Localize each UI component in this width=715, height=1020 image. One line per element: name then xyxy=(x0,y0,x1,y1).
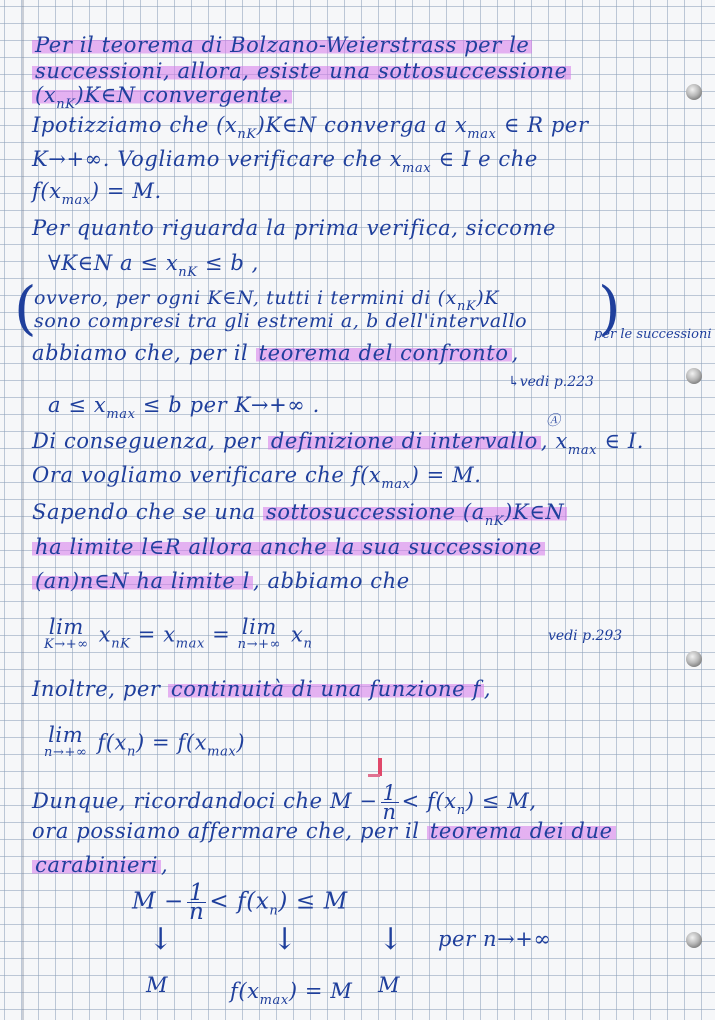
note-line xyxy=(48,392,320,428)
text: )K∈N xyxy=(504,500,565,524)
text: ) = f(x xyxy=(135,730,208,755)
text: ∀K∈N a ≤ x xyxy=(48,251,179,275)
text: sono compresi tra gli estremi a, b dell'intervallo xyxy=(34,310,528,332)
note-line xyxy=(32,32,532,58)
text: Inoltre, per xyxy=(32,677,168,701)
margin-line xyxy=(22,0,24,1020)
highlighted-text: Per il teorema di Bolzano-Weierstrass per le xyxy=(32,33,532,57)
text: Per quanto riguarda la prima verifica, siccome xyxy=(32,216,557,240)
text: ) = M. xyxy=(90,179,162,203)
text: ≤ b , xyxy=(197,251,259,275)
note-line xyxy=(32,852,168,878)
highlighted-text: definizione di intervallo xyxy=(268,429,541,453)
pink-mark xyxy=(368,774,380,777)
binder-hole xyxy=(686,932,702,948)
note-line xyxy=(32,58,571,84)
limit-equation xyxy=(44,615,313,660)
fraction xyxy=(381,781,399,824)
text: ora possiamo affermare che, per il xyxy=(32,819,427,843)
denominator: n xyxy=(382,800,397,824)
subscript: nK xyxy=(178,265,198,280)
note-line xyxy=(32,534,545,560)
limit-result: M xyxy=(378,973,401,997)
note-line xyxy=(32,676,491,702)
text: )K xyxy=(476,287,500,309)
text: )K∈N converga a x xyxy=(256,113,468,137)
text: ∈ R per xyxy=(496,113,589,137)
subscript: nK xyxy=(237,127,257,142)
limit-result xyxy=(230,978,352,1014)
subscript: n xyxy=(303,636,313,652)
text: K→+∞. Vogliamo verificare che x xyxy=(32,147,403,171)
page-reference: ↳vedi p.223 xyxy=(508,374,594,390)
binder-hole xyxy=(686,84,702,100)
text: Ora vogliamo verificare che f(x xyxy=(32,463,382,487)
binder-hole xyxy=(686,368,702,384)
text: ) xyxy=(236,730,246,755)
highlighted-text: continuità di una funzione f xyxy=(168,677,484,701)
text: sottosuccessione (a xyxy=(265,500,485,524)
subscript: max xyxy=(106,407,136,422)
text: Di conseguenza, per xyxy=(32,429,268,453)
subscript: max xyxy=(467,127,497,142)
text: ) ≤ M, xyxy=(465,789,537,813)
text: = xyxy=(204,622,238,647)
left-parenthesis: ( xyxy=(14,274,37,342)
page-reference: vedi p.293 xyxy=(548,628,623,644)
limit-operator xyxy=(237,615,282,654)
text: abbiamo che, per il xyxy=(32,341,256,365)
text: , xyxy=(483,677,492,701)
text: x xyxy=(98,622,112,647)
subscript: max xyxy=(175,636,205,652)
numerator: 1 xyxy=(381,784,399,803)
text: Dunque, ricordandoci che M − xyxy=(32,789,378,813)
text: , xyxy=(511,341,519,365)
text: ≤ b per K→+∞ . xyxy=(135,393,320,417)
highlighted-text: (an)n∈N ha limite l xyxy=(32,569,253,593)
subscript: max xyxy=(402,161,432,176)
subscript: nK xyxy=(56,97,76,112)
limit-result: M xyxy=(146,973,169,997)
down-arrow-icon: ↓ xyxy=(148,922,174,957)
text: lim xyxy=(241,615,277,639)
annotation-mark: Ⓐ xyxy=(546,413,560,429)
text: x xyxy=(291,622,304,647)
side-note: per le successioni xyxy=(594,327,712,342)
subscript: nK xyxy=(111,636,131,652)
text: Ipotizziamo che (x xyxy=(32,113,238,137)
subscript: max xyxy=(259,993,289,1008)
text: ) = M. xyxy=(410,463,482,487)
note-line xyxy=(32,340,519,366)
highlighted-text xyxy=(32,83,292,112)
highlighted-text: carabinieri xyxy=(32,853,161,877)
text: M − xyxy=(132,888,184,915)
text: = x xyxy=(130,622,176,647)
text: a ≤ x xyxy=(48,393,107,417)
text: f(x xyxy=(32,179,62,203)
subscript: nK xyxy=(484,514,505,529)
subscript: n xyxy=(456,803,466,818)
text: ) = M xyxy=(288,979,353,1003)
text: ∈ I. xyxy=(597,429,644,453)
text: , x xyxy=(540,429,568,453)
highlighted-text: ha limite l∈R allora anche la sua successione xyxy=(32,535,545,559)
note-line xyxy=(32,146,538,182)
note-line xyxy=(32,112,589,148)
down-arrow-icon: ↓ xyxy=(378,922,404,957)
text: K→+∞ xyxy=(44,637,89,652)
text: Sapendo che se una xyxy=(32,500,263,524)
text: n→+∞ xyxy=(44,745,88,760)
subscript: max xyxy=(207,744,237,760)
highlighted-text xyxy=(263,500,567,529)
subscript: n xyxy=(127,744,136,760)
text: (x xyxy=(35,83,57,107)
text: ) ≤ M xyxy=(278,888,348,915)
text: < f(x xyxy=(401,789,457,813)
note-line xyxy=(32,178,162,214)
subscript: nK xyxy=(456,299,477,314)
note-line xyxy=(32,818,616,844)
text: lim xyxy=(48,723,84,747)
note-line xyxy=(32,568,410,594)
text: ovvero, per ogni K∈N, tutti i termini di (x xyxy=(34,287,457,309)
note-line xyxy=(32,499,567,535)
down-arrow-icon: ↓ xyxy=(272,922,298,957)
note-line xyxy=(32,215,556,241)
right-parenthesis: ) xyxy=(598,274,621,342)
squeeze-inequality xyxy=(132,880,348,928)
note-line xyxy=(48,250,259,286)
note-line xyxy=(32,428,644,464)
limit-equation xyxy=(44,723,246,768)
text: )K∈N convergente. xyxy=(75,83,290,107)
binder-hole xyxy=(686,651,702,667)
highlighted-text: successioni, allora, esiste una sottosuccessione xyxy=(32,59,571,83)
note-line xyxy=(32,462,481,498)
text: n→+∞ xyxy=(237,637,282,652)
subscript: max xyxy=(61,193,91,208)
text: f(x xyxy=(97,730,127,755)
text: lim xyxy=(48,615,84,639)
limit-operator xyxy=(44,615,89,654)
numerator: 1 xyxy=(187,884,206,903)
subscript: max xyxy=(381,477,411,492)
fraction xyxy=(187,880,206,925)
text: f(x xyxy=(230,979,260,1003)
text: , xyxy=(161,853,169,877)
highlighted-text: teorema dei due xyxy=(427,819,616,843)
subscript: n xyxy=(269,903,279,919)
note-line xyxy=(34,308,527,334)
text: < f(x xyxy=(209,888,270,915)
highlighted-text: teorema del confronto xyxy=(256,341,512,365)
limit-condition: per n→+∞ xyxy=(438,927,552,951)
subscript: max xyxy=(567,443,598,458)
text: ∈ I e che xyxy=(431,147,538,171)
denominator: n xyxy=(188,899,205,925)
limit-operator xyxy=(44,723,88,762)
text: , abbiamo che xyxy=(253,569,410,593)
